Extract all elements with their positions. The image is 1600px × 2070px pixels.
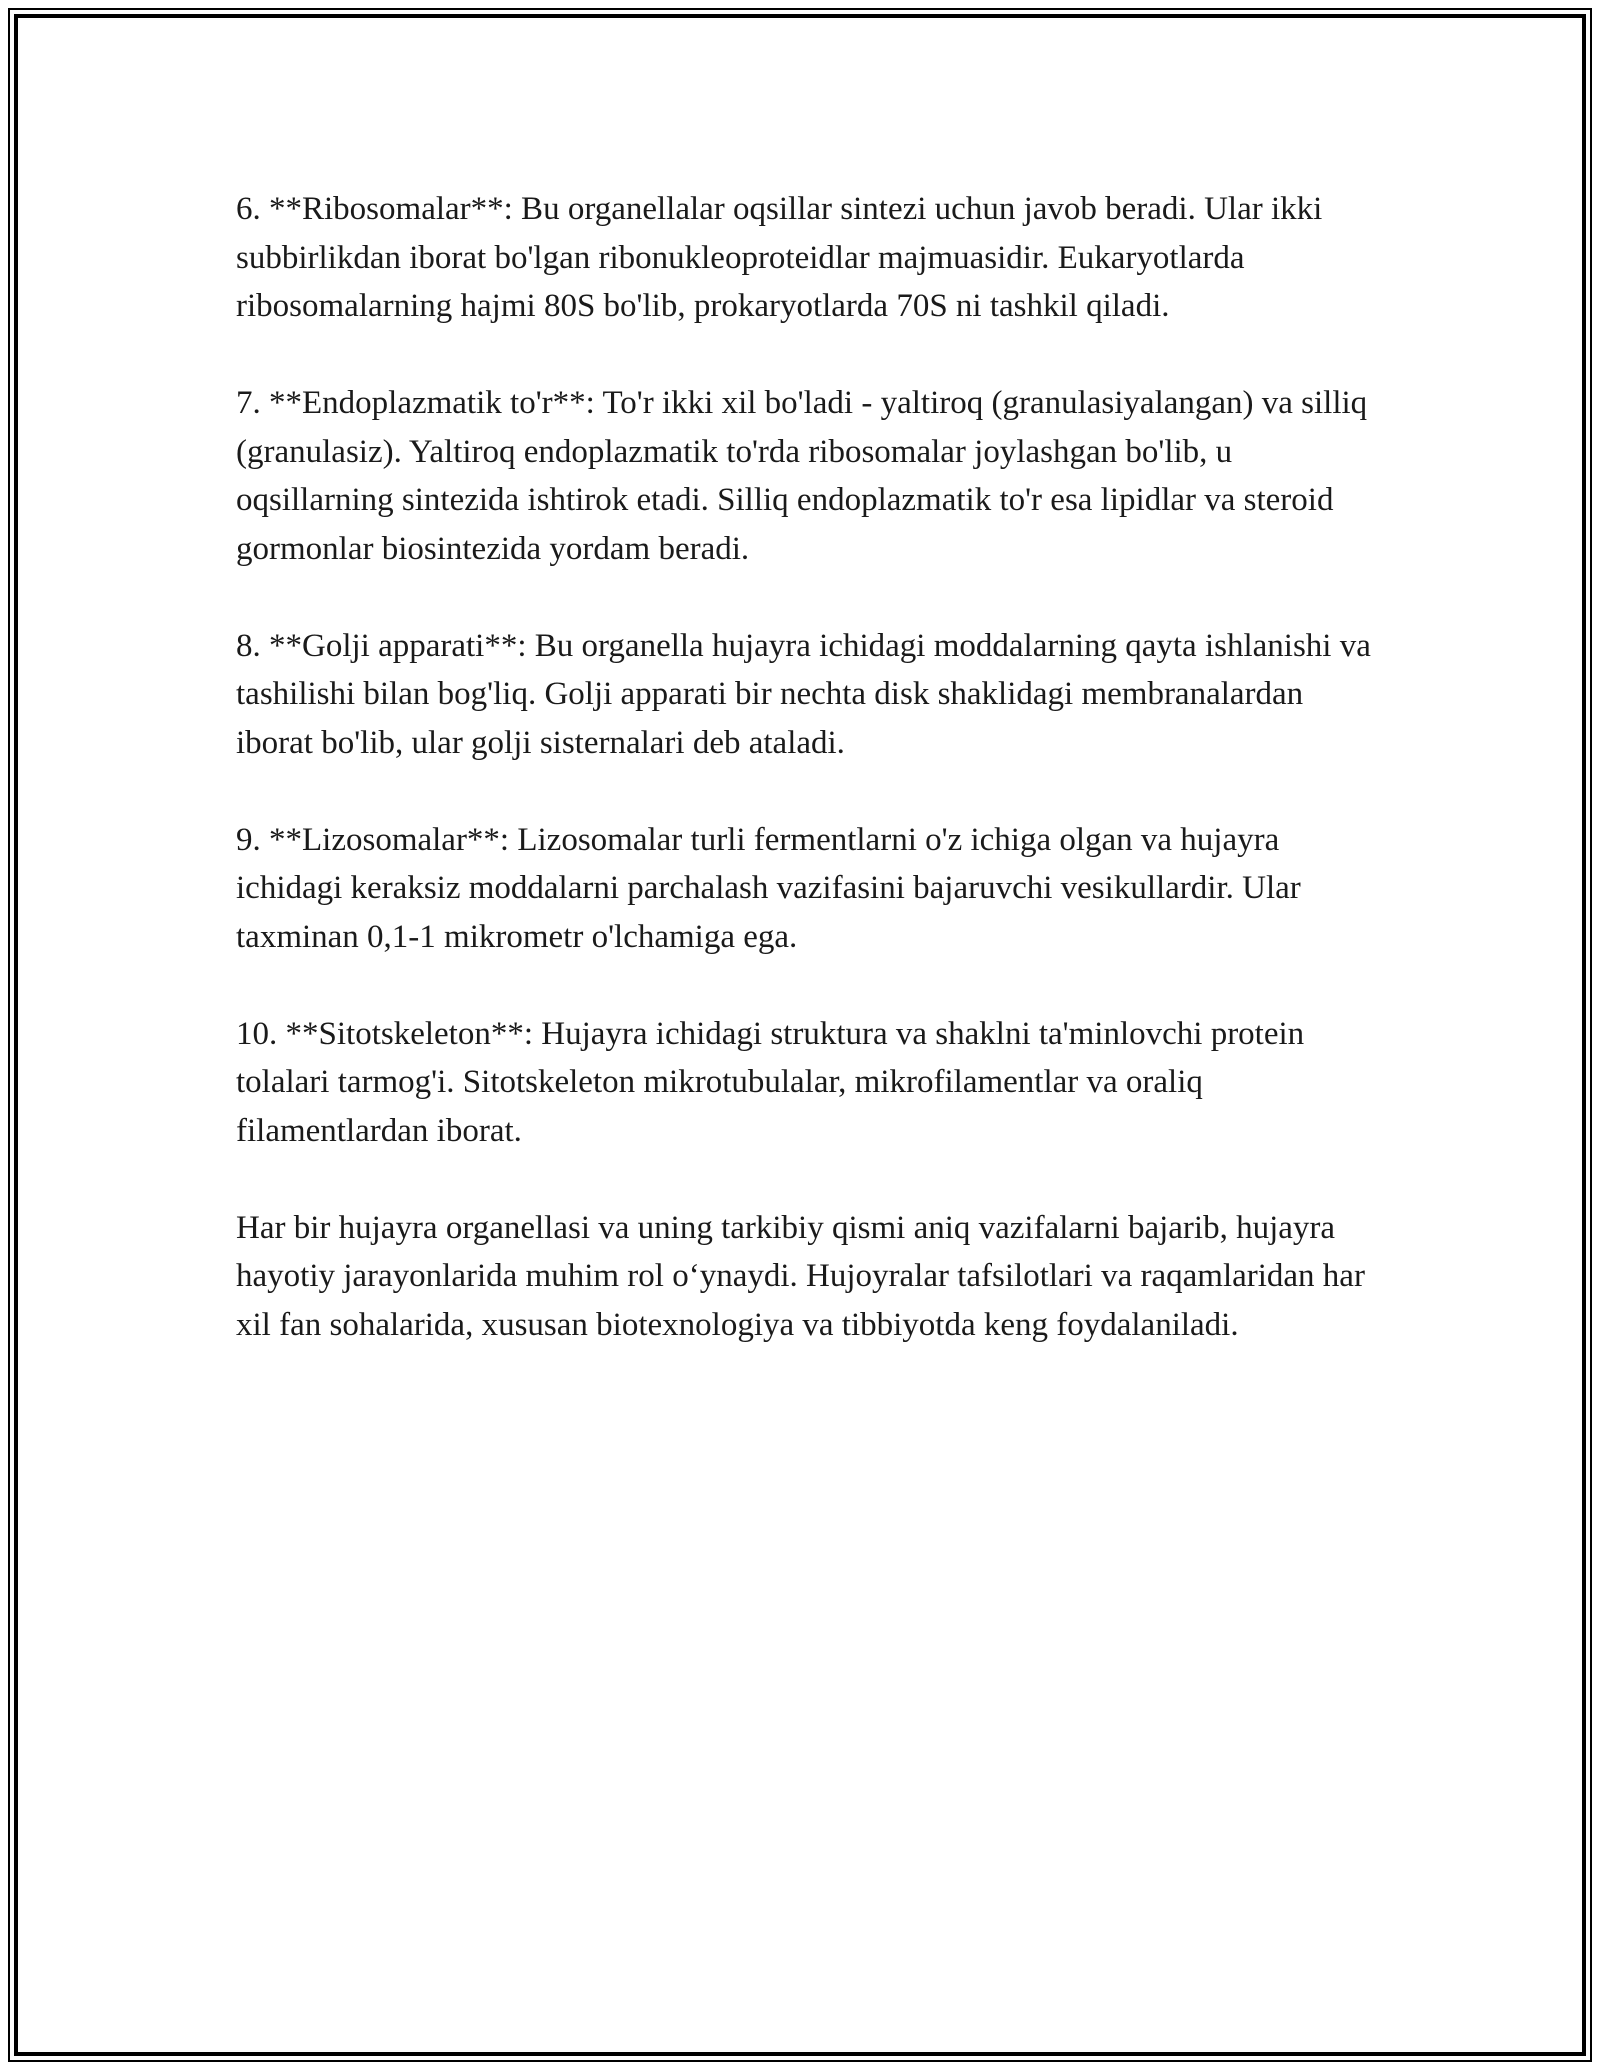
paragraph-lizosomalar: 9. **Lizosomalar**: Lizosomalar turli fermentlarni o'z ichiga olgan va hujayra ichidagi keraksiz moddalarni parchalash vazifasini bajaruvchi vesikullardir. Ular taxminan 0,1-1 mikrometr o'lchamiga ega. <box>236 821 1301 955</box>
paragraph-ribosomalar: 6. **Ribosomalar**: Bu organellalar oqsillar sintezi uchun javob beradi. Ular ikki subbirlikdan iborat bo'lgan ribonukleoproteidlar majmuasidir. Eukaryotlarda ribosomalarning hajmi 80S bo'lib, prokaryotlarda 70S ni tashkil qiladi. <box>236 191 1323 324</box>
paragraph-golji-apparati: 8. **Golji apparati**: Bu organella hujayra ichidagi moddalarning qayta ishlanishi va tashilishi bilan bog'liq. Golji apparati bir nechta disk shaklidagi membranalardan iborat bo'lib, ular golji sisternalari deb ataladi. <box>236 627 1371 761</box>
paragraph-endoplazmatik-tor: 7. **Endoplazmatik to'r**: To'r ikki xil bo'ladi - yaltiroq (granulasiyalangan) va silliq (granulasiz). Yaltiroq endoplazmatik to'rda ribosomalar joylashgan bo'lib, u oqsillarning sintezida ishtirok etadi. Silliq endoplazmatik to'r esa lipidlar va steroid gormonlar biosintezida yordam beradi. <box>236 385 1368 567</box>
document-body <box>236 185 1386 1349</box>
paragraph-conclusion: Har bir hujayra organellasi va uning tarkibiy qismi aniq vazifalarni bajarib, hujayra hayotiy jarayonlarida muhim rol o‘ynaydi. Hujoyralar tafsilotlari va raqamlaridan har xil fan sohalarida, xususan biotexnologiya va tibbiyotda keng foydalaniladi. <box>236 1209 1365 1343</box>
paragraph-sitotskeleton: 10. **Sitotskeleton**: Hujayra ichidagi struktura va shaklni ta'minlovchi protein tolalari tarmog'i. Sitotskeleton mikrotubulalar, mikrofilamentlar va oraliq filamentlardan iborat. <box>236 1015 1305 1149</box>
